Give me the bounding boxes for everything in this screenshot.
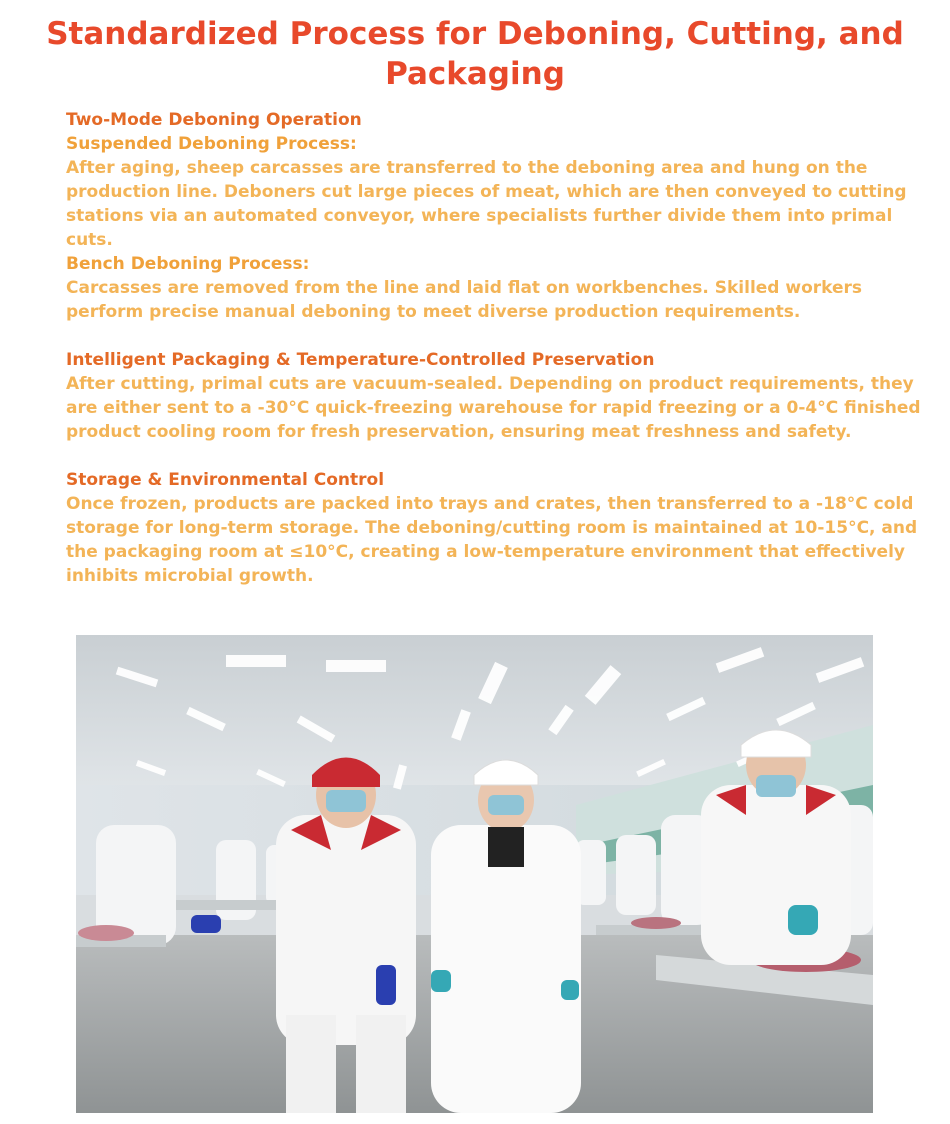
section-heading: Two-Mode Deboning Operation <box>66 110 362 130</box>
suspended-deboning-subheading: Suspended Deboning Process: <box>66 134 357 154</box>
packaging-text: After cutting, primal cuts are vacuum-sealed. Depending on product requirements, they are either sent to a -30°C quick-freezing warehouse for rapid freezing or a 0-4°C finished product cooling room for fresh preservation, ensuring meat freshness and safety. <box>66 374 921 442</box>
section-heading: Intelligent Packaging & Temperature-Controlled Preservation <box>66 350 655 370</box>
storage-text: Once frozen, products are packed into trays and crates, then transferred to a -18°C cold storage for long-term storage. The deboning/cutting room is maintained at 10-15°C, and the packaging room at ≤10°C, creating a low-temperature environment that effectively inhibits microbial growth. <box>66 494 918 586</box>
page-title: Standardized Process for Deboning, Cutting, and Packaging <box>46 16 904 92</box>
suspended-deboning-text: After aging, sheep carcasses are transferred to the deboning area and hung on the production line. Deboners cut large pieces of meat, which are then conveyed to cutting stations via an automated conveyor, where specialists further divide them into primal cuts. <box>66 158 907 250</box>
processing-room-photo <box>76 635 873 1113</box>
bench-deboning-text: Carcasses are removed from the line and laid flat on workbenches. Skilled workers perform precise manual deboning to meet diverse production requirements. <box>66 278 863 322</box>
section-heading: Storage & Environmental Control <box>66 470 385 490</box>
section-storage <box>66 468 926 588</box>
section-packaging <box>66 348 926 444</box>
article-body <box>66 108 926 612</box>
processing-room-illustration <box>76 635 873 1113</box>
bench-deboning-subheading: Bench Deboning Process: <box>66 254 310 274</box>
section-deboning <box>66 108 926 324</box>
